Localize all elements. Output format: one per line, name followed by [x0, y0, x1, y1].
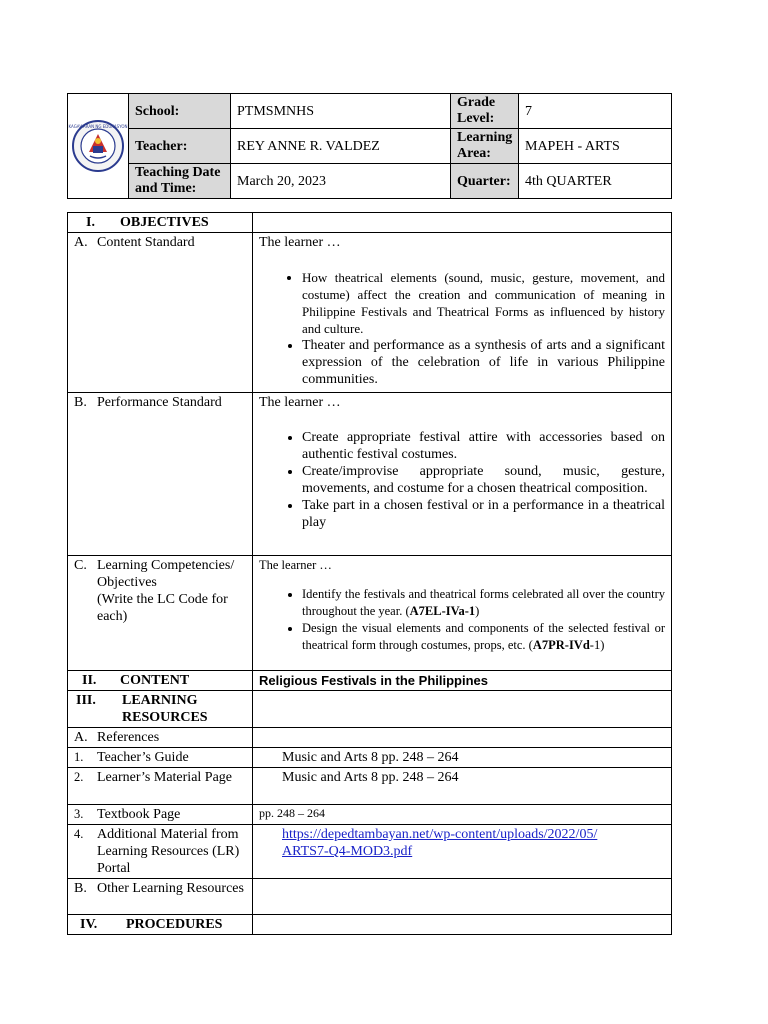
- header-table: [67, 93, 672, 199]
- procedures-blank: [253, 915, 672, 935]
- resources-heading: III. LEARNING RESOURCES: [68, 691, 253, 728]
- date-label: Teaching Date and Time:: [129, 164, 231, 199]
- seal-text: KAGAWARAN NG EDUKASYON: [68, 124, 128, 129]
- list-item: • Theater and performance as a synthesis of arts and a significant expression of the celebration of life in various Philippine communities.: [302, 337, 665, 388]
- deped-seal-icon: [68, 120, 128, 172]
- list-item: • Identify the festivals and theatrical forms celebrated all over the country throughout the year. (A7EL-IVa-1): [302, 586, 665, 620]
- learners-material-label: 2. Learner’s Material Page: [68, 768, 253, 805]
- content-standard-list: [259, 269, 665, 388]
- competencies-label: C. Learning Competencies/ Objectives (Write the LC Code for each): [68, 556, 253, 671]
- list-item: • Create/improvise appropriate sound, music, gesture, movements, and costume for a chosen theatrical composition.: [302, 463, 665, 497]
- other-resources-blank: [253, 879, 672, 915]
- teacher-value: REY ANNE R. VALDEZ: [231, 129, 451, 164]
- date-value: March 20, 2023: [231, 164, 451, 199]
- other-resources-label: B. Other Learning Resources: [68, 879, 253, 915]
- content-standard-value: [253, 233, 672, 393]
- deped-seal-cell: [68, 94, 129, 199]
- references-blank: [253, 728, 672, 748]
- performance-standard-value: [253, 393, 672, 556]
- competencies-list: [259, 586, 665, 654]
- performance-standard-intro: The learner …: [259, 395, 341, 410]
- additional-material-label: 4. Additional Material from Learning Resources (LR) Portal: [68, 825, 253, 879]
- teachers-guide-label: 1. Teacher’s Guide: [68, 748, 253, 768]
- grade-value: 7: [519, 94, 672, 129]
- procedures-heading: IV. PROCEDURES: [68, 915, 253, 935]
- competencies-value: [253, 556, 672, 671]
- grade-label: Grade Level:: [451, 94, 519, 129]
- objectives-heading: I. OBJECTIVES: [68, 213, 253, 233]
- competencies-intro: The learner …: [259, 558, 332, 572]
- content-standard-intro: The learner …: [259, 235, 341, 250]
- area-value: MAPEH - ARTS: [519, 129, 672, 164]
- list-item: • How theatrical elements (sound, music, gesture, movement, and costume) affect the creation and communication of meaning in Philippine Festivals and Theatrical Forms as influenced by history and culture.: [302, 269, 665, 337]
- school-value: PTMSMNHS: [231, 94, 451, 129]
- area-label: Learning Area:: [451, 129, 519, 164]
- teachers-guide-value: Music and Arts 8 pp. 248 – 264: [253, 748, 672, 768]
- resources-blank: [253, 691, 672, 728]
- school-label: School:: [129, 94, 231, 129]
- performance-standard-label: B. Performance Standard: [68, 393, 253, 556]
- additional-material-value: [253, 825, 672, 879]
- list-item: • Take part in a chosen festival or in a performance in a theatrical play: [302, 497, 665, 531]
- textbook-value: pp. 248 – 264: [253, 805, 672, 825]
- lesson-plan-table: [67, 212, 672, 935]
- textbook-label: 3. Textbook Page: [68, 805, 253, 825]
- list-item: • Design the visual elements and components of the selected festival or theatrical form through costumes, props, etc. (A7PR-IVd-1): [302, 620, 665, 654]
- quarter-label: Quarter:: [451, 164, 519, 199]
- learners-material-value: Music and Arts 8 pp. 248 – 264: [253, 768, 672, 805]
- references-label: A. References: [68, 728, 253, 748]
- performance-standard-list: [259, 429, 665, 531]
- content-value: Religious Festivals in the Philippines: [253, 671, 672, 691]
- teacher-label: Teacher:: [129, 129, 231, 164]
- lr-portal-link[interactable]: https://depedtambayan.net/wp-content/uploads/2022/05/ ARTS7-Q4-MOD3.pdf: [282, 827, 598, 859]
- quarter-value: 4th QUARTER: [519, 164, 672, 199]
- content-heading: II. CONTENT: [68, 671, 253, 691]
- content-standard-label: A. Content Standard: [68, 233, 253, 393]
- list-item: • Create appropriate festival attire with accessories based on authentic festival costumes.: [302, 429, 665, 463]
- objectives-blank: [253, 213, 672, 233]
